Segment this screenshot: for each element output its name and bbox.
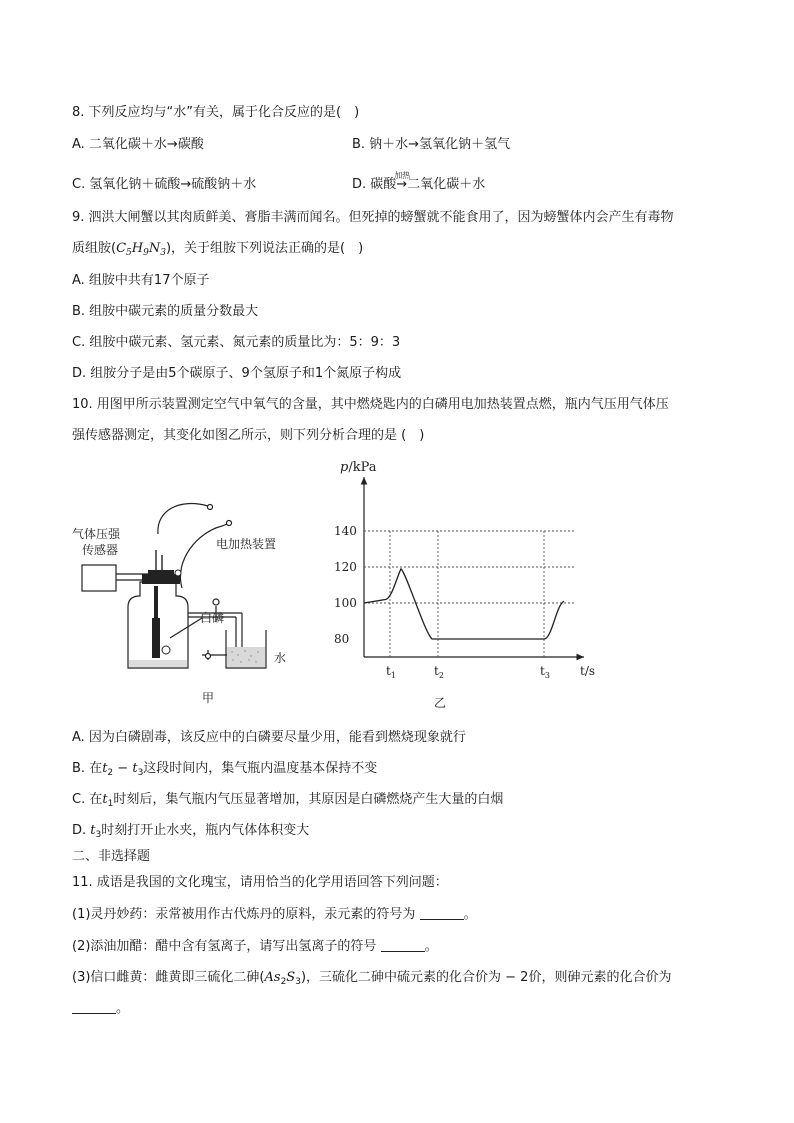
apparatus-figure bbox=[70, 490, 310, 710]
pressure-chart bbox=[330, 455, 610, 715]
q8-option-b: B. 钠＋水→氢氧化钠＋氢气 bbox=[352, 137, 511, 152]
heat-condition: 加热 bbox=[394, 171, 411, 180]
answer-blank-2[interactable] bbox=[381, 939, 425, 952]
q8-option-a: A. 二氧化碳＋水→碳酸 bbox=[72, 137, 204, 152]
q8-options-row-1 bbox=[72, 136, 511, 154]
water-label: 水 bbox=[274, 651, 287, 665]
q9-stem-line-1: 9. 泗洪大闸蟹以其肉质鲜美、膏脂丰满而闻名。但死掉的螃蟹就不能食用了，因为螃蟹体内会产生有毒物 bbox=[72, 210, 674, 225]
q10-option-c: C. 在$t_1$时刻后，集气瓶内气压显著增加，其原因是白磷燃烧产生大量的白烟 bbox=[72, 792, 504, 809]
q11-part-1: (1)灵丹妙药：汞常被用作古代炼丹的原料，汞元素的符号为 。 bbox=[72, 907, 477, 922]
q8-option-d: D. 碳酸 加热 →二氧化碳＋水 bbox=[352, 176, 485, 194]
q9-option-d: D. 组胺分子是由5个碳原子、9个氢原子和1个氮原子构成 bbox=[72, 366, 402, 381]
q11-part-2: (2)添油加醋：醋中含有氢离子，请写出氢离子的符号 。 bbox=[72, 939, 438, 954]
phosphorus-label: 白磷 bbox=[200, 611, 225, 625]
figure-jia-caption: 甲 bbox=[202, 691, 215, 705]
pressure-curve bbox=[364, 569, 564, 639]
q11-part-3: (3)信口雌黄：雌黄即三硫化二砷$(As_2S_3)$，三硫化二砷中硫元素的化合价为 − 2价，则砷元素的化合价为 bbox=[72, 970, 672, 987]
heater-label: 电加热装置 bbox=[216, 537, 277, 551]
q9-option-b: B. 组胺中碳元素的质量分数最大 bbox=[72, 304, 259, 319]
sensor-label-line-2: 传感器 bbox=[82, 543, 119, 557]
histamine-formula: $C_5H_9N_3$ bbox=[116, 241, 166, 258]
q8-option-c: C. 氢氧化钠＋硫酸→硫酸钠＋水 bbox=[72, 177, 257, 192]
y-tick-label: 80 bbox=[334, 632, 350, 646]
q10-option-b: B. 在$t_2 - t_3$这段时间内，集气瓶内温度基本保持不变 bbox=[72, 761, 378, 778]
y-axis-label: p/kPa bbox=[340, 460, 377, 475]
x-tick-label: $t_2$ bbox=[434, 664, 444, 680]
q10-option-a: A. 因为白磷剧毒，该反应中的白磷要尽量少用，能看到燃烧现象就行 bbox=[72, 730, 466, 745]
y-tick-label: 120 bbox=[334, 560, 357, 574]
sensor-label-line-1: 气体压强 bbox=[72, 527, 121, 541]
section-heading: 二、非选择题 bbox=[72, 849, 151, 864]
q9-option-c: C. 组胺中碳元素、氢元素、氮元素的质量比为：5：9：3 bbox=[72, 335, 401, 350]
q8-options-row-2 bbox=[72, 171, 486, 194]
q10-stem-line-1: 10. 用图甲所示装置测定空气中氧气的含量，其中燃烧匙内的白磷用电加热装置点燃，瓶内气压用气体压 bbox=[72, 397, 669, 412]
q11-part-3-continued: 。 bbox=[72, 1000, 129, 1018]
q8-stem: 8. 下列反应均与“水”有关，属于化合反应的是( ) bbox=[72, 105, 360, 120]
answer-blank-3[interactable] bbox=[72, 1001, 116, 1014]
q10-option-d: D. $t_3$时刻打开止水夹，瓶内气体体积变大 bbox=[72, 823, 310, 840]
x-tick-label: $t_3$ bbox=[540, 664, 550, 680]
figure-yi-caption: 乙 bbox=[434, 696, 447, 710]
x-tick-label: $t_1$ bbox=[386, 664, 396, 680]
answer-blank-1[interactable] bbox=[420, 907, 464, 920]
x-axis-label: t/s bbox=[580, 664, 596, 678]
y-tick-label: 140 bbox=[334, 524, 357, 538]
y-tick-label: 100 bbox=[334, 596, 357, 610]
q9-stem-line-2: 质组胺$(C_5H_9N_3)$，关于组胺下列说法正确的是( ) bbox=[72, 241, 364, 258]
q10-stem-line-2: 强传感器测定，其变化如图乙所示，则下列分析合理的是 ( ) bbox=[72, 428, 425, 443]
q11-stem: 11. 成语是我国的文化瑰宝，请用恰当的化学用语回答下列问题： bbox=[72, 875, 448, 890]
q9-option-a: A. 组胺中共有17个原子 bbox=[72, 273, 210, 288]
